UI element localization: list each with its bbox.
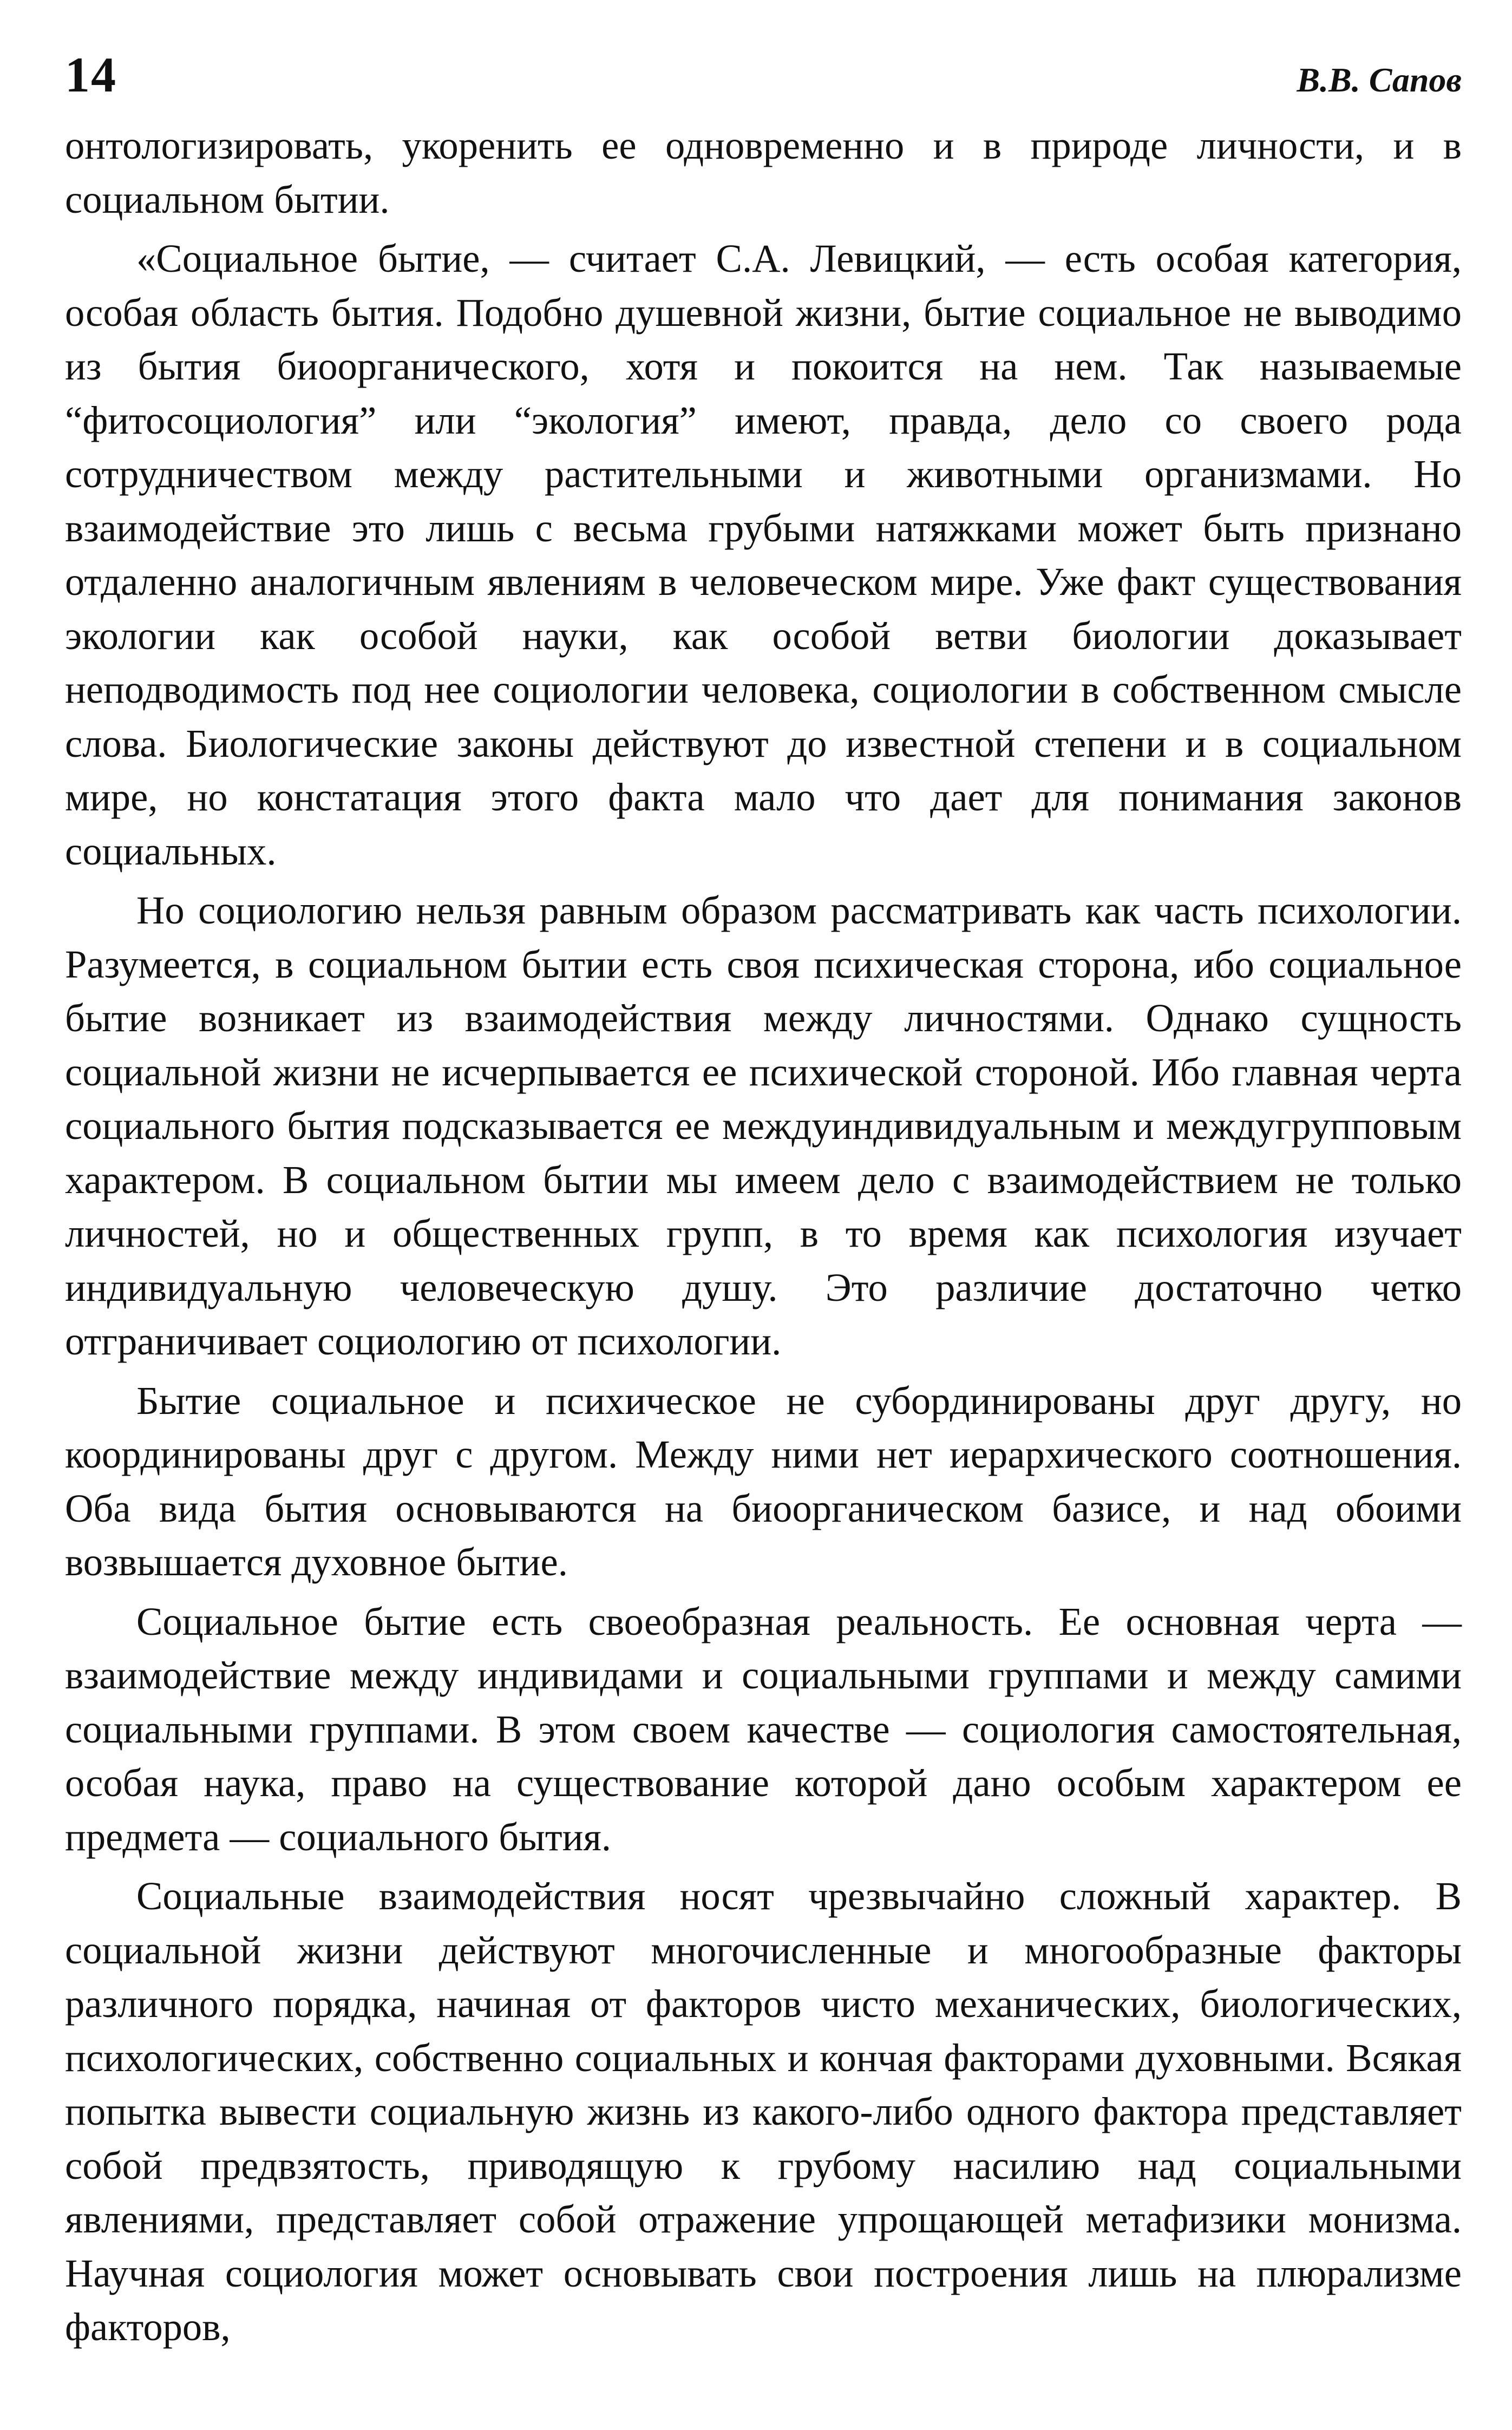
paragraph-coordinated-being: Бытие социальное и психическое не субординированы друг другу, но координированы друг с другом. Между ними нет иерархического соотношения. Оба вида бытия основываются на биоорганическом базисе, и над обоими возвышается духовное бытие. (65, 1378, 1462, 1584)
running-head (65, 46, 1462, 122)
page-number: 14 (65, 47, 117, 102)
book-page (65, 46, 1462, 2354)
body-text (65, 119, 1462, 2354)
paragraph-social-reality: Социальное бытие есть своеобразная реальность. Ее основная черта — взаимодействие между индивидами и социальными группами и между самими социальными группами. В этом своем качестве — социология самостоятельная, особая наука, право на существование которой дано особым характером ее предмета — социального бытия. (65, 1599, 1462, 1859)
paragraph-sociology-psychology: Но социологию нельзя равным образом рассматривать как часть психологии. Разумеется, в социальном бытии есть своя психическая сторона, ибо социальное бытие возникает из взаимодействия между личностями. Однако сущность социальной жизни не исчерпывается ее психической стороной. Ибо главная черта социального бытия подсказывается ее междуиндивидуальным и междугрупповым характером. В социальном бытии мы имеем дело с взаимодействием не только личностей, но и общественных групп, в то время как психология изучает индивидуальную человеческую душу. Это различие достаточно четко отграничивает социологию от психологии. (65, 888, 1462, 1363)
running-title-author: В.В. Сапов (1297, 61, 1462, 99)
paragraph-social-interactions: Социальные взаимодействия носят чрезвычайно сложный характер. В социальной жизни действуют многочисленные и многообразные факторы различного порядка, начиная от факторов чисто механических, биологических, психологических, собственно социальных и кончая факторами духовными. Всякая попытка вывести социальную жизнь из какого-либо одного фактора представляет собой предвзятость, приводящую к грубому насилию над социальными явлениями, представляет собой отражение упрощающей метафизики монизма. Научная социология может основывать свои построения лишь на плюрализме факторов, (65, 1874, 1462, 2349)
paragraph-continued: онтологизировать, укоренить ее одновременно и в природе личности, и в социальном бытии. (65, 123, 1462, 221)
paragraph-quote-levitsky: «Социальное бытие, — считает С.А. Левицкий, — есть особая категория, особая область бытия. Подобно душевной жизни, бытие социальное не выводимо из бытия биоорганического, хотя и покоится на нем. Так называемые “фитосоциология” или “экология” имеют, правда, дело со своего рода сотрудничеством между растительными и животными организмами. Но взаимодействие это лишь с весьма грубыми натяжками может быть признано отдаленно аналогичным явлениям в человеческом мире. Уже факт существования экологии как особой науки, как особой ветви биологии доказывает неподводимость под нее социологии человека, социологии в собственном смысле слова. Биологические законы действуют до известной степени и в социальном мире, но констатация этого факта мало что дает для понимания законов социальных. (65, 237, 1462, 873)
